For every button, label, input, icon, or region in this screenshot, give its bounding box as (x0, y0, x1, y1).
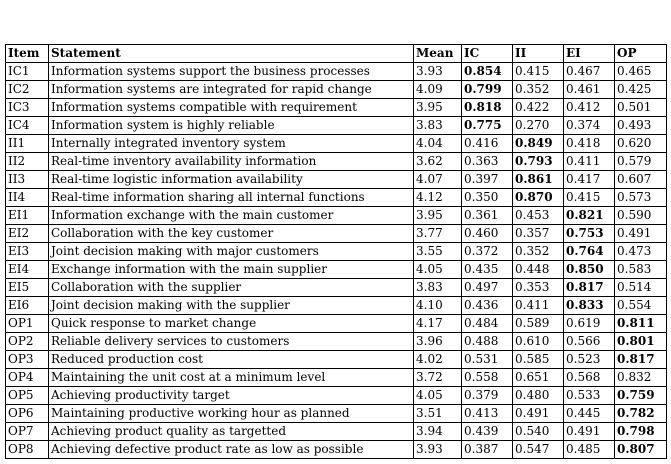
cell-ic: 0.436 (462, 297, 513, 315)
table-row (6, 207, 667, 225)
cell-op: 0.801 (615, 333, 667, 351)
cell-item: II4 (6, 189, 49, 207)
cell-ii: 0.610 (513, 333, 564, 351)
cell-op: 0.798 (615, 423, 667, 441)
cell-item: EI4 (6, 261, 49, 279)
cell-ii: 0.861 (513, 171, 564, 189)
cell-ic: 0.435 (462, 261, 513, 279)
cell-ei: 0.485 (564, 441, 615, 459)
table-row (6, 387, 667, 405)
cell-item: EI3 (6, 243, 49, 261)
cell-mean: 4.02 (414, 351, 462, 369)
cell-statement: Reduced production cost (49, 351, 414, 369)
table-row (6, 405, 667, 423)
cell-mean: 4.05 (414, 387, 462, 405)
cell-statement: Achieving defective product rate as low as possible (49, 441, 414, 459)
cell-item: IC3 (6, 99, 49, 117)
cell-mean: 3.95 (414, 207, 462, 225)
cell-op: 0.811 (615, 315, 667, 333)
cell-ic: 0.372 (462, 243, 513, 261)
cell-ei: 0.833 (564, 297, 615, 315)
table-row (6, 315, 667, 333)
cell-mean: 3.77 (414, 225, 462, 243)
cell-statement: Information systems support the business processes (49, 63, 414, 81)
cell-ic: 0.397 (462, 171, 513, 189)
cell-ii: 0.422 (513, 99, 564, 117)
cell-ei: 0.491 (564, 423, 615, 441)
table-row (6, 63, 667, 81)
cell-op: 0.501 (615, 99, 667, 117)
cell-mean: 3.55 (414, 243, 462, 261)
cell-op: 0.579 (615, 153, 667, 171)
cell-mean: 3.83 (414, 279, 462, 297)
cell-mean: 3.94 (414, 423, 462, 441)
cell-ii: 0.415 (513, 63, 564, 81)
table-row (6, 135, 667, 153)
table-row (6, 333, 667, 351)
header-item: Item (6, 45, 49, 63)
cell-ei: 0.850 (564, 261, 615, 279)
cell-ic: 0.387 (462, 441, 513, 459)
table-body (6, 63, 667, 459)
cell-statement: Achieving productivity target (49, 387, 414, 405)
cell-item: OP7 (6, 423, 49, 441)
cell-ei: 0.412 (564, 99, 615, 117)
cell-op: 0.491 (615, 225, 667, 243)
cell-ei: 0.817 (564, 279, 615, 297)
cell-ic: 0.350 (462, 189, 513, 207)
cell-ii: 0.352 (513, 81, 564, 99)
cell-mean: 4.09 (414, 81, 462, 99)
cell-ei: 0.417 (564, 171, 615, 189)
cell-statement: Information system is highly reliable (49, 117, 414, 135)
cell-item: II1 (6, 135, 49, 153)
cell-mean: 3.93 (414, 63, 462, 81)
cell-op: 0.573 (615, 189, 667, 207)
cell-ii: 0.589 (513, 315, 564, 333)
cell-statement: Real-time logistic information availability (49, 171, 414, 189)
cell-ei: 0.566 (564, 333, 615, 351)
cell-op: 0.514 (615, 279, 667, 297)
cell-ei: 0.753 (564, 225, 615, 243)
cell-mean: 4.04 (414, 135, 462, 153)
table-row (6, 441, 667, 459)
cell-item: OP1 (6, 315, 49, 333)
cell-ic: 0.531 (462, 351, 513, 369)
cell-item: II2 (6, 153, 49, 171)
cell-ic: 0.497 (462, 279, 513, 297)
cell-ii: 0.547 (513, 441, 564, 459)
cell-item: IC1 (6, 63, 49, 81)
cell-mean: 3.62 (414, 153, 462, 171)
header-ei: EI (564, 45, 615, 63)
cell-mean: 3.95 (414, 99, 462, 117)
cell-ic: 0.363 (462, 153, 513, 171)
cell-ei: 0.764 (564, 243, 615, 261)
table-row (6, 351, 667, 369)
cell-statement: Information exchange with the main customer (49, 207, 414, 225)
cell-mean: 4.17 (414, 315, 462, 333)
table-row (6, 297, 667, 315)
cell-ic: 0.439 (462, 423, 513, 441)
cell-item: IC2 (6, 81, 49, 99)
cell-mean: 3.96 (414, 333, 462, 351)
cell-ii: 0.480 (513, 387, 564, 405)
cell-item: EI2 (6, 225, 49, 243)
cell-mean: 4.07 (414, 171, 462, 189)
cell-ii: 0.585 (513, 351, 564, 369)
cell-statement: Real-time information sharing all internal functions (49, 189, 414, 207)
cell-mean: 4.05 (414, 261, 462, 279)
cell-mean: 3.51 (414, 405, 462, 423)
table-row (6, 153, 667, 171)
table-row (6, 81, 667, 99)
cell-item: OP8 (6, 441, 49, 459)
header-ii: II (513, 45, 564, 63)
cell-mean: 4.12 (414, 189, 462, 207)
table-row (6, 225, 667, 243)
cell-item: EI1 (6, 207, 49, 225)
cell-ii: 0.352 (513, 243, 564, 261)
cell-statement: Maintaining the unit cost at a minimum level (49, 369, 414, 387)
cell-mean: 3.93 (414, 441, 462, 459)
cell-item: EI6 (6, 297, 49, 315)
cell-op: 0.607 (615, 171, 667, 189)
cell-mean: 3.72 (414, 369, 462, 387)
cell-op: 0.782 (615, 405, 667, 423)
header-mean: Mean (414, 45, 462, 63)
cell-ei: 0.411 (564, 153, 615, 171)
cell-op: 0.590 (615, 207, 667, 225)
header-statement: Statement (49, 45, 414, 63)
cell-ii: 0.357 (513, 225, 564, 243)
cell-ei: 0.821 (564, 207, 615, 225)
cell-statement: Collaboration with the supplier (49, 279, 414, 297)
loadings-table-container (5, 44, 667, 459)
cell-ii: 0.849 (513, 135, 564, 153)
cell-ic: 0.488 (462, 333, 513, 351)
cell-ic: 0.558 (462, 369, 513, 387)
table-row (6, 261, 667, 279)
cell-statement: Joint decision making with major customers (49, 243, 414, 261)
cell-op: 0.473 (615, 243, 667, 261)
cell-op: 0.493 (615, 117, 667, 135)
table-row (6, 189, 667, 207)
cell-item: OP4 (6, 369, 49, 387)
cell-ei: 0.619 (564, 315, 615, 333)
cell-op: 0.759 (615, 387, 667, 405)
cell-item: OP2 (6, 333, 49, 351)
table-row (6, 243, 667, 261)
cell-ii: 0.793 (513, 153, 564, 171)
cell-ei: 0.374 (564, 117, 615, 135)
table-row (6, 369, 667, 387)
cell-statement: Information systems compatible with requirement (49, 99, 414, 117)
table-header-row (6, 45, 667, 63)
cell-statement: Internally integrated inventory system (49, 135, 414, 153)
cell-statement: Exchange information with the main supplier (49, 261, 414, 279)
cell-op: 0.583 (615, 261, 667, 279)
cell-op: 0.817 (615, 351, 667, 369)
cell-statement: Quick response to market change (49, 315, 414, 333)
cell-mean: 4.10 (414, 297, 462, 315)
cell-ic: 0.854 (462, 63, 513, 81)
cell-ic: 0.361 (462, 207, 513, 225)
table-row (6, 423, 667, 441)
table-row (6, 171, 667, 189)
table-row (6, 117, 667, 135)
cell-statement: Maintaining productive working hour as planned (49, 405, 414, 423)
cell-statement: Achieving product quality as targetted (49, 423, 414, 441)
cell-op: 0.425 (615, 81, 667, 99)
cell-ic: 0.799 (462, 81, 513, 99)
cell-ei: 0.467 (564, 63, 615, 81)
cell-mean: 3.83 (414, 117, 462, 135)
cell-ic: 0.460 (462, 225, 513, 243)
cell-ic: 0.484 (462, 315, 513, 333)
cell-statement: Joint decision making with the supplier (49, 297, 414, 315)
cell-statement: Reliable delivery services to customers (49, 333, 414, 351)
cell-ic: 0.818 (462, 99, 513, 117)
table-row (6, 279, 667, 297)
cell-ei: 0.533 (564, 387, 615, 405)
cell-statement: Real-time inventory availability information (49, 153, 414, 171)
cell-ei: 0.418 (564, 135, 615, 153)
cell-op: 0.465 (615, 63, 667, 81)
cell-ii: 0.270 (513, 117, 564, 135)
cell-statement: Collaboration with the key customer (49, 225, 414, 243)
cell-ii: 0.453 (513, 207, 564, 225)
cell-ei: 0.415 (564, 189, 615, 207)
cell-ic: 0.416 (462, 135, 513, 153)
cell-item: OP6 (6, 405, 49, 423)
cell-ic: 0.379 (462, 387, 513, 405)
table-row (6, 99, 667, 117)
cell-ei: 0.445 (564, 405, 615, 423)
cell-ii: 0.870 (513, 189, 564, 207)
cell-ii: 0.448 (513, 261, 564, 279)
cell-ii: 0.540 (513, 423, 564, 441)
cell-ii: 0.651 (513, 369, 564, 387)
cell-ii: 0.411 (513, 297, 564, 315)
factor-loadings-table (5, 44, 667, 459)
cell-ei: 0.568 (564, 369, 615, 387)
cell-ic: 0.413 (462, 405, 513, 423)
cell-item: OP3 (6, 351, 49, 369)
header-op: OP (615, 45, 667, 63)
cell-statement: Information systems are integrated for rapid change (49, 81, 414, 99)
cell-op: 0.620 (615, 135, 667, 153)
cell-item: II3 (6, 171, 49, 189)
cell-op: 0.554 (615, 297, 667, 315)
cell-item: IC4 (6, 117, 49, 135)
cell-op: 0.807 (615, 441, 667, 459)
cell-op: 0.832 (615, 369, 667, 387)
cell-item: OP5 (6, 387, 49, 405)
cell-ei: 0.461 (564, 81, 615, 99)
header-ic: IC (462, 45, 513, 63)
cell-ii: 0.491 (513, 405, 564, 423)
cell-ic: 0.775 (462, 117, 513, 135)
cell-item: EI5 (6, 279, 49, 297)
cell-ii: 0.353 (513, 279, 564, 297)
cell-ei: 0.523 (564, 351, 615, 369)
